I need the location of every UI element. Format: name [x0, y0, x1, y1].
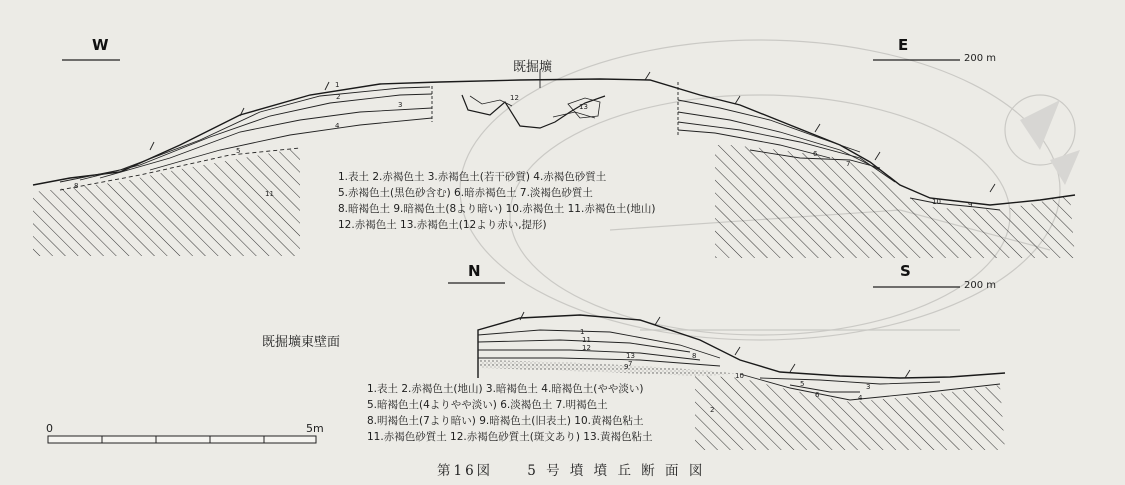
bottom-layer-number: 11	[582, 336, 591, 344]
top-legend-line: 1.表土 2.赤褐色土 3.赤褐色土(若干砂質) 4.赤褐色砂質土	[338, 171, 607, 183]
east-label: E	[898, 36, 909, 54]
bottom-layer-number: 9	[624, 363, 629, 371]
bottom-legend-line: 1.表土 2.赤褐色土(地山) 3.暗褐色土 4.暗褐色土(やや淡い)	[367, 383, 644, 395]
bottom-layer-number: 8	[692, 352, 697, 360]
top-layer-number: 9	[968, 201, 973, 209]
top-layer-number: 4	[335, 122, 340, 130]
bottom-legend-line: 11.赤褐色砂質土 12.赤褐色砂質土(斑文あり) 13.黄褐色粘土	[367, 431, 653, 443]
top-layer-number: 3	[398, 101, 403, 109]
figure-title: 5 号 墳 墳 丘 断 面 図	[527, 463, 706, 479]
bottom-legend-line: 5.暗褐色土(4よりやや淡い) 6.淡褐色土 7.明褐色土	[367, 399, 608, 411]
bottom-layer-number: 1	[580, 328, 585, 336]
wall-label: 既掘壙東壁面	[262, 335, 341, 350]
bottom-layer-number: 12	[582, 344, 591, 352]
top-layer-number: 13	[579, 103, 588, 111]
bottom-layer-number: 10	[735, 372, 744, 380]
top-level-label: 200 m	[964, 53, 997, 64]
top-layer-number: 6	[813, 150, 818, 158]
top-layer-number: 12	[510, 94, 519, 102]
top-legend	[338, 169, 656, 233]
bottom-layer-number: 13	[626, 352, 635, 360]
north-label: N	[468, 262, 481, 280]
top-legend-line: 8.暗褐色土 9.暗褐色土(8より暗い) 10.赤褐色土 11.赤褐色土(地山)	[338, 203, 656, 215]
west-subsoil-hatch	[33, 148, 300, 256]
bottom-layer-number: 7	[628, 360, 633, 368]
bottom-layer-number: 5	[800, 380, 805, 388]
bottom-level-label: 200 m	[964, 280, 997, 291]
top-layer-number: 5	[236, 147, 241, 155]
top-layer-number: 1	[335, 81, 340, 89]
bottom-layer-number: 4	[858, 394, 863, 402]
top-layer-number: 7	[846, 160, 851, 168]
scale-bar	[48, 436, 316, 443]
south-label: S	[900, 262, 911, 280]
west-label: W	[92, 36, 109, 54]
figure-caption	[437, 459, 705, 479]
top-legend-line: 12.赤褐色土 13.赤褐色土(12より赤い,提形)	[338, 219, 547, 231]
bottom-legend	[367, 381, 652, 445]
top-legend-line: 5.赤褐色土(黒色砂含む) 6.暗赤褐色土 7.淡褐色砂質土	[338, 187, 593, 199]
bottom-layer-number: 2	[710, 406, 715, 414]
bottom-layer-number: 3	[866, 383, 871, 391]
top-layer-number: 2	[336, 93, 341, 101]
bottom-legend-line: 8.明褐色土(7より暗い) 9.暗褐色土(旧表土) 10.黄褐色粘土	[367, 415, 644, 427]
bottom-layer-number: 6	[815, 391, 820, 399]
pit-label: 既掘壙	[513, 60, 553, 75]
scale-end-label: 5m	[306, 422, 324, 435]
figure-number: 第16図	[437, 463, 494, 479]
top-layer-number: 11	[265, 190, 274, 198]
top-layer-number: 10	[932, 198, 941, 206]
top-layer-number: 8	[74, 182, 79, 190]
scale-start-label: 0	[46, 422, 53, 435]
